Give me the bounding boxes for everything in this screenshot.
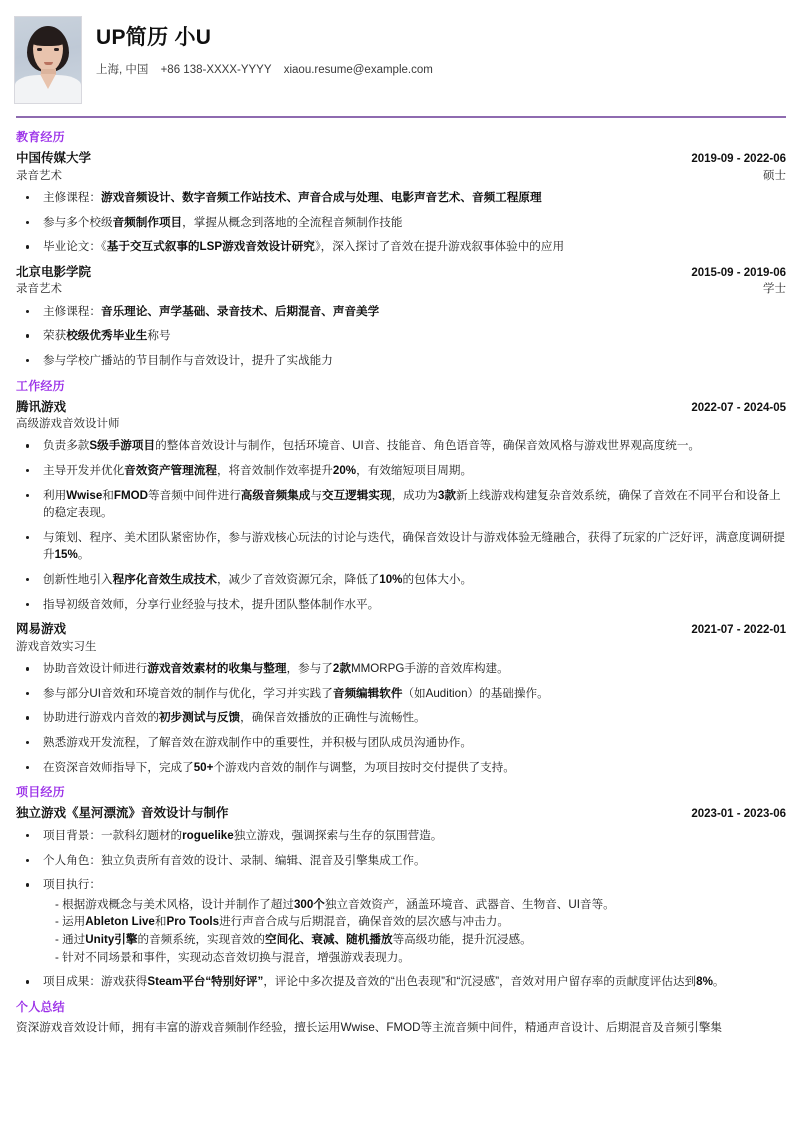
education-entry-header (16, 263, 786, 282)
summary-text: 资深游戏音效设计师，拥有丰富的游戏音频制作经验，擅长运用Wwise、FMOD等主流音频中间件，精通声音设计、后期混音及音频引擎集 (16, 1020, 722, 1034)
education-entry-header (16, 149, 786, 168)
section-title-work: 工作经历 (16, 378, 65, 393)
bullet-item: 与策划、程序、美术团队紧密协作，参与游戏核心玩法的讨论与迭代，确保音效设计与游戏体验无缝融合，获得了玩家的广泛好评，满意度调研提升15%。 (16, 529, 788, 564)
bullet-item: 参与部分UI音效和环境音效的制作与优化，学习并实践了音频编辑软件（如Audition）的基础操作。 (16, 685, 788, 703)
project-entry (16, 804, 785, 991)
project-bullet: 项目背景：一款科幻题材的roguelike独立游戏，强调探索与生存的氛围营造。 (16, 827, 788, 845)
education-date: 2019-09 - 2022-06 (691, 153, 786, 165)
photo-mouth (44, 62, 53, 65)
bullet-item: 毕业论文：《基于交互式叙事的LSP游戏音效设计研究》，深入探讨了音效在提升游戏叙事体验中的应用 (16, 238, 788, 256)
bullet-item: 利用Wwise和FMOD等音频中间件进行高级音频集成与交互逻辑实现，成功为3款新上线游戏构建复杂音效系统，确保了音效在不同平台和设备上的稳定表现。 (16, 487, 788, 522)
education-school: 中国传媒大学 (16, 151, 92, 165)
education-entry-subheader (16, 168, 786, 185)
work-title: 游戏音效实习生 (16, 640, 97, 653)
bullet-item: 主修课程：音乐理论、声学基础、录音技术、后期混音、声音美学 (16, 303, 788, 321)
work-entry-header (16, 398, 786, 417)
education-bullets (16, 303, 788, 370)
section-title-education: 教育经历 (16, 130, 65, 144)
work-entry (16, 620, 785, 776)
education-degree: 硕士 (763, 169, 786, 182)
education-date: 2015-09 - 2019-06 (691, 266, 786, 279)
bullet-item: 熟悉游戏开发流程，了解音效在游戏制作中的重要性，并积极与团队成员沟通协作。 (16, 734, 788, 752)
education-entry (16, 263, 785, 370)
bullet-item: 负责多款S级手游项目的整体音效设计与制作，包括环境音、UI音、技能音、角色语音等，确保音效风格与游戏世界观高度统一。 (16, 437, 788, 455)
work-company: 腾讯游戏 (16, 399, 67, 414)
work-bullets (16, 437, 788, 613)
bullet-item: 参与学校广播站的节目制作与音效设计，提升了实战能力 (16, 352, 788, 370)
project-bullets (16, 827, 788, 991)
project-exec-label: 项目执行： (43, 878, 101, 892)
project-exec-lines (43, 896, 788, 966)
work-entry-header (16, 620, 786, 639)
section-summary (14, 998, 785, 1037)
education-major: 录音艺术 (16, 169, 62, 182)
bullet-item: 主导开发并优化音效资产管理流程，将音效制作效率提升20%，有效缩短项目周期。 (16, 462, 788, 480)
photo-eye-right (54, 48, 59, 51)
section-education (14, 128, 785, 370)
contact-phone: +86 138-XXXX-YYYY (160, 64, 272, 77)
section-title-project: 项目经历 (16, 785, 65, 800)
project-bullet: 个人角色：独立负责所有音效的设计、录制、编辑、混音及引擎集成工作。 (16, 852, 788, 870)
work-company: 网易游戏 (16, 622, 67, 637)
header-divider (16, 116, 786, 118)
work-date: 2022-07 - 2024-05 (691, 401, 786, 414)
bullet-item: 协助进行游戏内音效的初步测试与反馈，确保音效播放的正确性与流畅性。 (16, 709, 788, 727)
work-bullets (16, 660, 788, 776)
contact-line (96, 61, 433, 77)
header-text-block (96, 16, 433, 77)
education-major: 录音艺术 (16, 283, 62, 296)
sub-bullet-item: - 运用Ableton Live和Pro Tools进行声音合成与后期混音，确保音效的层次感与冲击力。 (55, 915, 509, 929)
bullet-item: 参与多个校级音频制作项目，掌握从概念到落地的全流程音频制作技能 (16, 214, 788, 232)
education-school: 北京电影学院 (16, 264, 92, 279)
work-date: 2021-07 - 2022-01 (691, 624, 786, 637)
education-bullets (16, 189, 788, 256)
section-project (14, 783, 785, 991)
project-result-bullet: 项目成果：游戏获得Steam平台“特别好评”，评论中多次提及音效的“出色表现”和“沉浸感”，音效对用户留存率的贡献度评估达到8%。 (16, 973, 788, 991)
candidate-name: UP简历 小U (96, 26, 212, 49)
bullet-item: 荣获校级优秀毕业生称号 (16, 327, 788, 345)
contact-email: xiaou.resume@example.com (283, 64, 433, 77)
education-entry (16, 149, 785, 256)
bullet-item: 创新性地引入程序化音效生成技术，减少了音效资源冗余，降低了10%的包体大小。 (16, 571, 788, 589)
photo-eye-left (37, 48, 42, 51)
contact-location: 上海, 中国 (96, 64, 149, 77)
photo-fringe-shape (30, 30, 66, 46)
work-entry (16, 398, 785, 614)
work-title: 高级游戏音效设计师 (16, 418, 120, 431)
project-date: 2023-01 - 2023-06 (691, 808, 786, 821)
bullet-item: 指导初级音效师，分享行业经验与技术，提升团队整体制作水平。 (16, 596, 788, 614)
section-title-summary: 个人总结 (16, 999, 65, 1014)
education-entry-subheader (16, 281, 786, 298)
work-entry-subheader (16, 416, 786, 433)
education-degree: 学士 (763, 283, 786, 296)
work-entry-subheader (16, 639, 786, 656)
bullet-item: 主修课程：游戏音频设计、数字音频工作站技术、声音合成与处理、电影声音艺术、音频工程原理 (16, 189, 788, 207)
profile-photo (14, 16, 82, 104)
sub-bullet-item: - 针对不同场景和事件，实现动态音效切换与混音，增强游戏表现力。 (55, 950, 410, 964)
sub-bullet-item: - 通过Unity引擎的音频系统，实现音效的空间化、衰减、随机播放等高级功能，提升沉浸感。 (55, 932, 532, 946)
bullet-item: 在资深音效师指导下，完成了50+个游戏内音效的制作与调整，为项目按时交付提供了支持。 (16, 759, 788, 777)
resume-header (14, 16, 785, 110)
bullet-item: 协助音效设计师进行游戏音效素材的收集与整理，参与了2款MMORPG手游的音效库构建。 (16, 660, 788, 678)
section-work (14, 377, 785, 777)
project-exec-bullet (16, 876, 788, 966)
project-name: 独立游戏《星河漂流》音效设计与制作 (16, 806, 229, 821)
sub-bullet-item: - 根据游戏概念与美术风格，设计并制作了超过300个独立音效资产，涵盖环境音、武器音、生物音、UI音等。 (55, 897, 615, 911)
project-entry-header (16, 804, 786, 823)
